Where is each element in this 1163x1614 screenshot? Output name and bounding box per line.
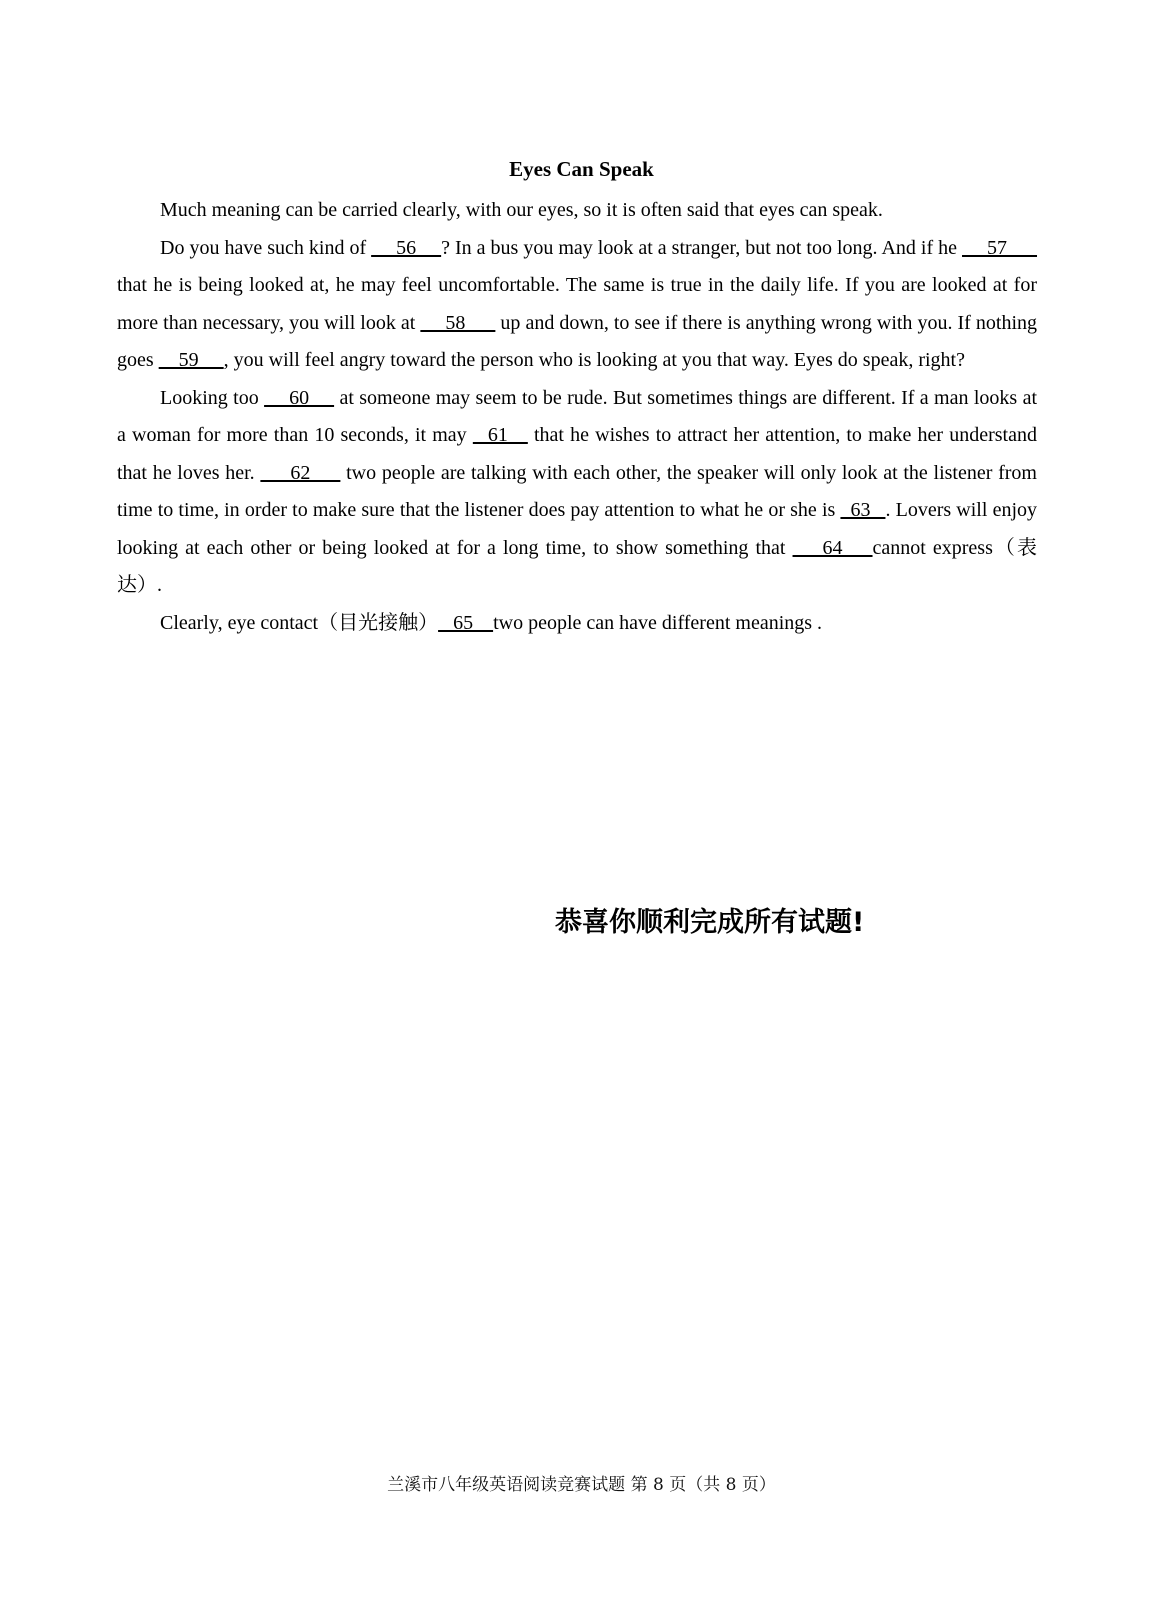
blank-60: 60 — [264, 386, 335, 409]
text-segment: cannot express（表达）. — [117, 536, 1037, 596]
page-footer: 兰溪市八年级英语阅读竞赛试题 第 8 页（共 8 页） — [387, 1475, 776, 1495]
congratulations-message: 恭喜你顺利完成所有试题! — [555, 907, 865, 938]
blank-59: 59 — [158, 349, 224, 371]
paragraph-1 — [117, 192, 1037, 230]
text-segment: that he is being looked at, he may feel uncomfortable. The same is true in the daily life. If you are looked at for more than necessary, you will look at — [117, 274, 1037, 334]
blank-62: 62 — [260, 461, 341, 484]
text-segment: Clearly, eye contact（目光接触） — [160, 611, 439, 634]
text-segment: up and down, to see if there is anything wrong with you. If nothing goes — [117, 311, 1037, 371]
passage-title: Eyes Can Speak — [509, 157, 654, 181]
text-segment: . Lovers will enjoy looking at each other or being looked at for a long time, to show something that — [117, 499, 1037, 559]
blank-61: 61 — [472, 424, 528, 446]
text-segment: Looking too — [160, 386, 265, 409]
text-segment: Do you have such kind of — [160, 236, 372, 259]
paragraph-1-text: Much meaning can be carried clearly, with our eyes, so it is often said that eyes can speak. — [160, 199, 883, 221]
text-segment: that he wishes to attract her attention, to make her understand that he loves her. — [117, 424, 1037, 484]
passage-body — [117, 192, 1037, 642]
blank-65: 65 — [438, 611, 494, 634]
text-segment: two people are talking with each other, the speaker will only look at the listener from time to time, in order to make sure that the listener does pay attention to what he or she is — [117, 461, 1037, 521]
text-segment: at someone may seem to be rude. But sometimes things are different. If a man looks at a woman for more than 10 seconds, it may — [117, 386, 1037, 446]
blank-58: 58 — [420, 311, 496, 334]
text-segment: ? In a bus you may look at a stranger, but not too long. And if he — [441, 236, 963, 259]
paragraph-4 — [117, 605, 1037, 643]
blank-63: 63 — [840, 499, 886, 521]
paragraph-3 — [117, 380, 1037, 605]
paragraph-2 — [117, 230, 1037, 380]
text-segment: , you will feel angry toward the person who is looking at you that way. Eyes do speak, right? — [223, 349, 965, 371]
blank-56: 56 — [371, 236, 442, 259]
text-segment: two people can have different meanings . — [493, 611, 823, 634]
blank-57: 57 — [962, 236, 1038, 259]
blank-64: 64 — [792, 536, 873, 559]
